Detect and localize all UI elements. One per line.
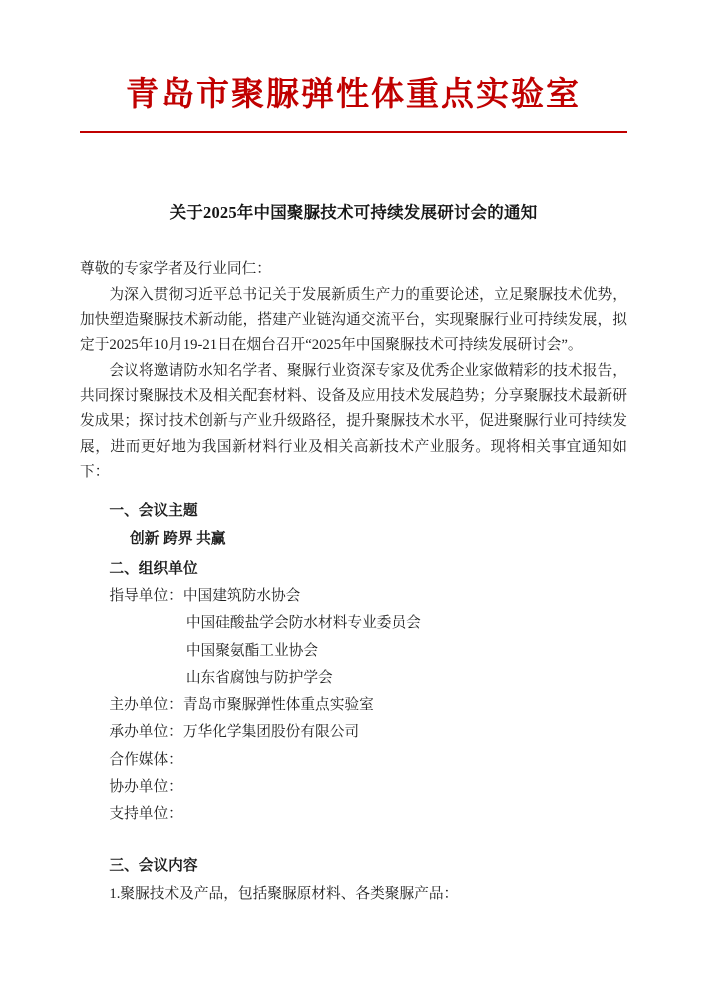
organizer-row	[80, 639, 627, 664]
organizer-label: 承办单位：	[109, 724, 183, 741]
organizer-label: 协办单位：	[109, 778, 183, 795]
organizer-label: 指导单位：	[109, 587, 183, 604]
section-gap	[80, 828, 627, 854]
organizer-value: 山东省腐蚀与防护学会	[185, 669, 333, 686]
section-theme-text: 创新 跨界 共赢	[129, 531, 226, 548]
organizer-row	[80, 693, 627, 718]
organizer-row	[80, 720, 627, 745]
organizer-row	[80, 666, 627, 691]
organizer-value: 中国聚氨酯工业协会	[185, 642, 319, 659]
content-item: 1.聚脲技术及产品，包括聚脲原材料、各类聚脲产品：	[109, 885, 459, 902]
section-heading-organizers: 二、组织单位	[109, 560, 198, 577]
section-heading-theme: 一、会议主题	[109, 503, 198, 520]
letterhead-divider	[80, 131, 627, 133]
letterhead-org-name: 青岛市聚脲弹性体重点实验室	[126, 74, 581, 113]
document-body	[80, 257, 627, 907]
letterhead	[80, 0, 627, 133]
paragraph-2: 会议将邀请防水知名学者、聚脲行业资深专家及优秀企业家做精彩的技术报告，共同探讨聚脲技术及相关配套材料、设备及应用技术发展趋势；分享聚脲技术最新研发成果；探讨技术创新与产业升级路径，提升聚脲技术水平，促进聚脲行业可持续发展，进而更好地为我国新材料行业及相关高新技术产业服务。现将相关事宜通知如下：	[80, 362, 627, 480]
paragraph-1: 为深入贯彻习近平总书记关于发展新质生产力的重要论述，立足聚脲技术优势，加快塑造聚脲技术新动能，搭建产业链沟通交流平台，实现聚脲行业可持续发展，拟定于2025年10月19-21日在烟台召开“2025年中国聚脲技术可持续发展研讨会”。	[80, 286, 627, 354]
organizer-row	[80, 775, 627, 800]
organizer-value: 万华化学集团股份有限公司	[182, 724, 360, 741]
document-title: 关于2025年中国聚脲技术可持续发展研讨会的通知	[169, 202, 538, 222]
organizer-value: 中国建筑防水协会	[182, 587, 301, 604]
organizer-value: 中国硅酸盐学会防水材料专业委员会	[185, 615, 421, 632]
organizer-value: 青岛市聚脲弹性体重点实验室	[182, 697, 374, 714]
section-heading-content: 三、会议内容	[109, 857, 198, 874]
organizer-label: 主办单位：	[109, 697, 183, 714]
organizer-label: 支持单位：	[109, 806, 183, 823]
salutation: 尊敬的专家学者及行业同仁：	[80, 260, 271, 277]
organizer-row	[80, 748, 627, 773]
organizer-row	[80, 584, 627, 609]
organizer-row	[80, 611, 627, 636]
organizer-row	[80, 802, 627, 827]
organizer-label: 合作媒体：	[109, 751, 183, 768]
